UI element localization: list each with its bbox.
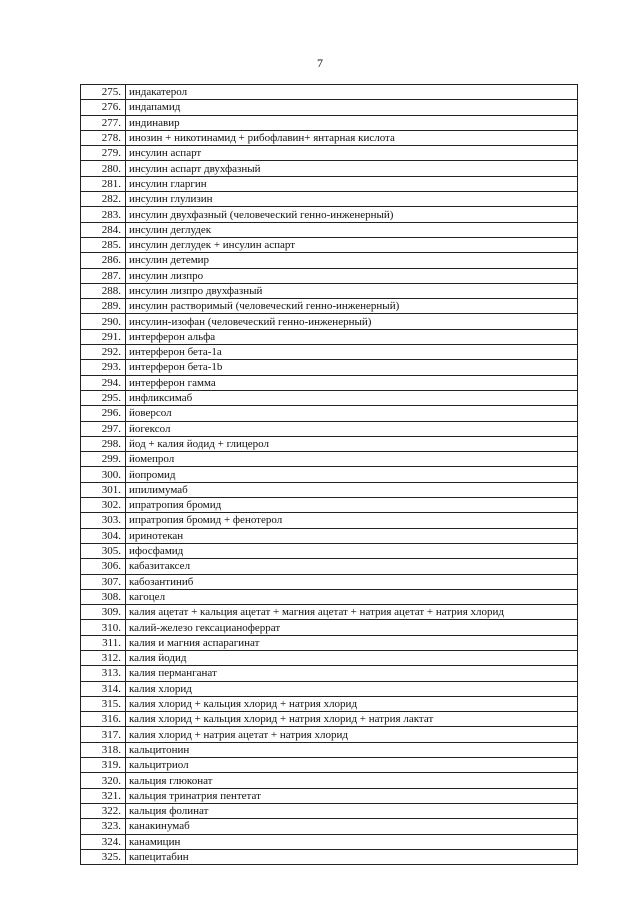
table-row: [81, 314, 578, 329]
row-number: 279.: [81, 146, 126, 161]
table-row: [81, 100, 578, 115]
drug-name: йогексол: [126, 421, 578, 436]
drug-name: йомепрол: [126, 452, 578, 467]
drug-name: ифосфамид: [126, 543, 578, 558]
drug-name: йод + калия йодид + глицерол: [126, 436, 578, 451]
drug-name: индапамид: [126, 100, 578, 115]
drug-name: ипилимумаб: [126, 482, 578, 497]
drug-name: калия хлорид + кальция хлорид + натрия хлорид + натрия лактат: [126, 712, 578, 727]
drug-name: интерферон гамма: [126, 375, 578, 390]
drug-name: канамицин: [126, 834, 578, 849]
table-row: [81, 207, 578, 222]
drug-name: калия перманганат: [126, 666, 578, 681]
drug-name: кальцитриол: [126, 758, 578, 773]
row-number: 304.: [81, 528, 126, 543]
row-number: 292.: [81, 345, 126, 360]
row-number: 294.: [81, 375, 126, 390]
table-row: [81, 635, 578, 650]
table-row: [81, 589, 578, 604]
row-number: 275.: [81, 85, 126, 100]
table-row: [81, 834, 578, 849]
row-number: 284.: [81, 222, 126, 237]
row-number: 323.: [81, 819, 126, 834]
table-row: [81, 85, 578, 100]
drug-name: инсулин двухфазный (человеческий генно-инженерный): [126, 207, 578, 222]
table-row: [81, 467, 578, 482]
drug-name: калия ацетат + кальция ацетат + магния ацетат + натрия ацетат + натрия хлорид: [126, 605, 578, 620]
drug-name: калия хлорид + натрия ацетат + натрия хлорид: [126, 727, 578, 742]
row-number: 321.: [81, 788, 126, 803]
row-number: 309.: [81, 605, 126, 620]
table-row: [81, 620, 578, 635]
table-row: [81, 268, 578, 283]
row-number: 317.: [81, 727, 126, 742]
table-row: [81, 299, 578, 314]
row-number: 283.: [81, 207, 126, 222]
drug-name: калий-железо гексацианоферрат: [126, 620, 578, 635]
row-number: 286.: [81, 253, 126, 268]
drug-name: кальция глюконат: [126, 773, 578, 788]
table-row: [81, 819, 578, 834]
row-number: 300.: [81, 467, 126, 482]
row-number: 299.: [81, 452, 126, 467]
row-number: 307.: [81, 574, 126, 589]
row-number: 285.: [81, 237, 126, 252]
drug-name: инсулин деглудек + инсулин аспарт: [126, 237, 578, 252]
row-number: 296.: [81, 406, 126, 421]
drug-name: ипратропия бромид: [126, 498, 578, 513]
row-number: 293.: [81, 360, 126, 375]
table-row: [81, 421, 578, 436]
table-row: [81, 559, 578, 574]
row-number: 280.: [81, 161, 126, 176]
row-number: 310.: [81, 620, 126, 635]
row-number: 314.: [81, 681, 126, 696]
table-row: [81, 115, 578, 130]
drug-name: кальция тринатрия пентетат: [126, 788, 578, 803]
table-row: [81, 773, 578, 788]
table-row: [81, 253, 578, 268]
row-number: 320.: [81, 773, 126, 788]
table-row: [81, 130, 578, 145]
table-row: [81, 742, 578, 757]
table-row: [81, 543, 578, 558]
drug-name: йоверсол: [126, 406, 578, 421]
row-number: 315.: [81, 696, 126, 711]
row-number: 301.: [81, 482, 126, 497]
table-row: [81, 849, 578, 864]
table-row: [81, 360, 578, 375]
row-number: 276.: [81, 100, 126, 115]
row-number: 325.: [81, 849, 126, 864]
row-number: 298.: [81, 436, 126, 451]
drug-name: интерферон альфа: [126, 329, 578, 344]
row-number: 311.: [81, 635, 126, 650]
drug-name: иринотекан: [126, 528, 578, 543]
drug-name: кальция фолинат: [126, 803, 578, 818]
row-number: 281.: [81, 176, 126, 191]
table-row: [81, 605, 578, 620]
row-number: 303.: [81, 513, 126, 528]
table-row: [81, 528, 578, 543]
drug-name: интерферон бета-1b: [126, 360, 578, 375]
drug-name: инсулин растворимый (человеческий генно-инженерный): [126, 299, 578, 314]
row-number: 322.: [81, 803, 126, 818]
table-row: [81, 574, 578, 589]
row-number: 288.: [81, 283, 126, 298]
drug-name: калия и магния аспарагинат: [126, 635, 578, 650]
row-number: 306.: [81, 559, 126, 574]
drug-name: кальцитонин: [126, 742, 578, 757]
table-row: [81, 650, 578, 665]
drug-name: интерферон бета-1а: [126, 345, 578, 360]
drug-name: инсулин деглудек: [126, 222, 578, 237]
drug-name: калия хлорид + кальция хлорид + натрия хлорид: [126, 696, 578, 711]
row-number: 308.: [81, 589, 126, 604]
row-number: 313.: [81, 666, 126, 681]
row-number: 324.: [81, 834, 126, 849]
table-row: [81, 712, 578, 727]
row-number: 291.: [81, 329, 126, 344]
table-row: [81, 406, 578, 421]
drug-name: инсулин глулизин: [126, 192, 578, 207]
table-row: [81, 222, 578, 237]
row-number: 290.: [81, 314, 126, 329]
drug-name: индинавир: [126, 115, 578, 130]
drug-name: инсулин аспарт: [126, 146, 578, 161]
row-number: 316.: [81, 712, 126, 727]
row-number: 318.: [81, 742, 126, 757]
drug-name: инсулин-изофан (человеческий генно-инженерный): [126, 314, 578, 329]
table-row: [81, 727, 578, 742]
table-row: [81, 345, 578, 360]
table-row: [81, 237, 578, 252]
table-row: [81, 390, 578, 405]
table-row: [81, 146, 578, 161]
drug-name: йопромид: [126, 467, 578, 482]
table-row: [81, 758, 578, 773]
table-row: [81, 436, 578, 451]
drug-name: кагоцел: [126, 589, 578, 604]
table-row: [81, 803, 578, 818]
row-number: 277.: [81, 115, 126, 130]
drug-name: индакатерол: [126, 85, 578, 100]
table-row: [81, 681, 578, 696]
drug-name: инсулин гларгин: [126, 176, 578, 191]
drug-name: инсулин лизпро двухфазный: [126, 283, 578, 298]
row-number: 282.: [81, 192, 126, 207]
row-number: 287.: [81, 268, 126, 283]
drug-name: инсулин лизпро: [126, 268, 578, 283]
table-row: [81, 176, 578, 191]
row-number: 302.: [81, 498, 126, 513]
row-number: 295.: [81, 390, 126, 405]
table-row: [81, 161, 578, 176]
drug-name: кабозантиниб: [126, 574, 578, 589]
table-row: [81, 192, 578, 207]
table-row: [81, 329, 578, 344]
table-row: [81, 283, 578, 298]
drug-name: капецитабин: [126, 849, 578, 864]
row-number: 297.: [81, 421, 126, 436]
drug-name: инозин + никотинамид + рибофлавин+ янтарная кислота: [126, 130, 578, 145]
table-row: [81, 696, 578, 711]
drug-name: калия йодид: [126, 650, 578, 665]
drug-list-body: [81, 85, 578, 865]
row-number: 312.: [81, 650, 126, 665]
drug-name: инфликсимаб: [126, 390, 578, 405]
table-row: [81, 666, 578, 681]
table-row: [81, 513, 578, 528]
table-row: [81, 375, 578, 390]
table-row: [81, 498, 578, 513]
row-number: 305.: [81, 543, 126, 558]
row-number: 319.: [81, 758, 126, 773]
table-row: [81, 482, 578, 497]
drug-list-table: [80, 84, 578, 865]
page-number: 7: [317, 56, 323, 70]
table-row: [81, 788, 578, 803]
drug-name: канакинумаб: [126, 819, 578, 834]
row-number: 278.: [81, 130, 126, 145]
table-row: [81, 452, 578, 467]
drug-name: калия хлорид: [126, 681, 578, 696]
row-number: 289.: [81, 299, 126, 314]
drug-name: кабазитаксел: [126, 559, 578, 574]
drug-name: инсулин детемир: [126, 253, 578, 268]
drug-name: ипратропия бромид + фенотерол: [126, 513, 578, 528]
drug-name: инсулин аспарт двухфазный: [126, 161, 578, 176]
